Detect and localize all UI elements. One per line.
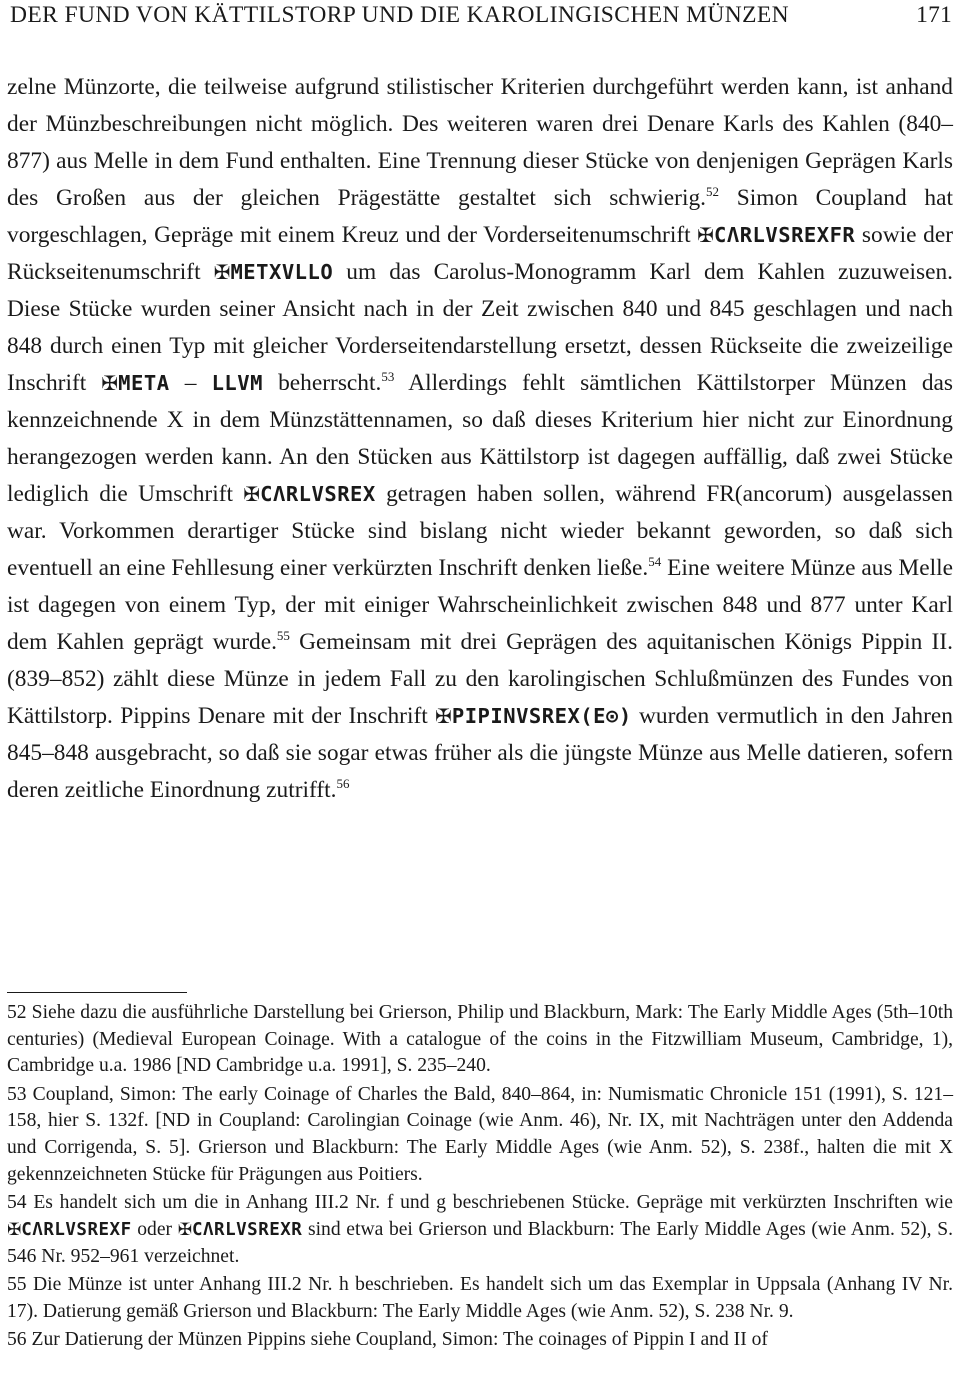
footnotes [7,1000,953,1355]
cross-symbol: ✠ [435,704,452,728]
text-segment: 54 Es handelt sich um die in Anhang III.2 Nr. f und g beschriebenen Stücke. Gepräge mit verkürzten Inschriften wie [7,1192,953,1214]
cross-symbol: ✠ [243,482,261,506]
cross-symbol: ✠ [7,1219,22,1240]
text-segment: sind etwa bei Grierson und Blackburn: The Early Middle Ages (wie Anm. 52), S. 546 Nr. 952–961 verzeichnet. [7,1218,953,1267]
coin-inscription: META [118,371,170,395]
footnote-ref-52: 52 [706,184,719,199]
cross-symbol: ✠ [177,1219,192,1240]
cross-symbol: ✠ [101,371,119,395]
running-head [10,2,952,32]
cross-symbol: ✠ [697,223,715,247]
text-segment: um das Carolus-Monogramm Karl dem Kahlen zuzuweisen. Diese Stücke wurden seiner Ansicht nach in der Zeit zwischen 840 und 845 geschlagen und nach 848 durch einen Typ mit gleicher Vorderseitendarstellung ersetzt, dessen Rückseite die zweizeilige Inschrift [7,259,953,396]
footnote-ref-54: 54 [648,554,662,569]
text-segment: sowie der Rückseitenumschrift [7,222,953,285]
running-head-title: DER FUND VON KÄTTILSTORP UND DIE KAROLINGISCHEN MÜNZEN [10,2,790,28]
text-segment: getragen haben sollen, während FR(ancorum) ausgelassen war. Vorkommen derartiger Stücke sind bislang nicht wieder bekannt geworden, so daß sich eventuell an eine Fehllesung einer verkürzten Inschrift denken ließe. [7,481,953,581]
footnote-53: 53 Coupland, Simon: The early Coinage of Charles the Bald, 840–864, in: Numismatic Chronicle 151 (1991), S. 121–158, hier S. 132f. [ND in Coupland: Carolingian Coinage (wie Anm. 46), Nr. IX, mit Nachträgen unter den Addenda und Corrigenda, S. 5]. Grierson und Blackburn: The Early Middle Ages (wie Anm. 52), S. 238f., halten die mit X gekennzeichneten Stücke für Prägungen aus Poitiers. [7,1083,953,1185]
text-segment: Simon Coupland hat vorgeschlagen, Gepräge mit einem Kreuz und der Vorderseitenumschrift [7,185,954,248]
coin-inscription: CΛRLVSREX [260,482,376,506]
coin-inscription: LLVM [211,371,263,395]
footnote-52: 52 Siehe dazu die ausführliche Darstellung bei Grierson, Philip und Blackburn, Mark: The Early Middle Ages (5th–10th centuries) (Medieval European Coinage. With a catalogue of the coins in the Fitzwilliam Museum, Cambridge, 1), Cambridge u.a. 1986 [ND Cambridge u.a. 1991], S. 235–240. [7,1002,953,1077]
text-segment: wurden vermutlich in den Jahren 845–848 ausgebracht, so daß sie sogar etwas früher als die jüngste Münze aus Melle datieren, sofern deren zeitliche Einordnung zutrifft. [7,703,953,803]
paragraph [7,69,953,809]
text-segment: Allerdings fehlt sämtlichen Kättilstorper Münzen das kennzeichnende X in dem Münzstättennamen, so daß dieses Kriterium hier nicht zur Einordnung herangezogen werden kann. An den Stücken aus Kättilstorp ist dagegen auffällig, daß zwei Stücke lediglich die Umschrift [7,370,953,507]
text-segment: Gemeinsam mit drei Geprägen des aquitanischen Königs Pippin II. (839–852) zählt diese Münze in jedem Fall zu den karolingischen Schlußmünzen des Fundes von Kättilstorp. Pippins Denare mit der Inschrift [7,629,953,729]
footnote-ref-53: 53 [381,369,395,384]
text-segment: Eine weitere Münze aus Melle ist dagegen von einem Typ, der mit einiger Wahrscheinlichkeit zwischen 848 und 877 unter Karl dem Kahlen geprägt wurde. [7,555,953,655]
page-number: 171 [916,2,952,28]
footnote-ref-56: 56 [336,776,350,791]
footnote-56: 56 Zur Datierung der Münzen Pippins siehe Coupland, Simon: The coinages of Pippin I and II of [7,1328,768,1350]
main-text [7,69,953,809]
text-segment: zelne Münzorte, die teilweise aufgrund stilistischer Kriterien durchgeführt werden kann, ist anhand der Münzbeschreibungen nicht möglich. Des weiteren waren drei Denare Karls des Kahlen (840–877) aus Melle in dem Fund enthalten. Eine Trennung dieser Stücke von denjenigen Geprägen Karls des Großen aus der gleichen Prägestätte gestaltet sich schwierig. [7,74,953,211]
coin-inscription: CΛRLVSREXF [21,1219,132,1240]
footnote-54 [7,1190,953,1270]
text-segment: beherrscht. [262,370,382,396]
coin-inscription: PIPINVSREX(E⊙) [451,704,632,728]
footnote-separator [7,992,187,993]
coin-inscription: METXVLLO [230,260,334,284]
coin-inscription: CΛRLVSREXFR [714,223,856,247]
text-segment: oder [131,1218,178,1240]
coin-inscription: CΛRLVSREXR [191,1219,303,1240]
footnote-ref-55: 55 [276,628,290,643]
cross-symbol: ✠ [213,260,231,284]
text-segment: – [169,370,212,396]
footnote-55: 55 Die Münze ist unter Anhang III.2 Nr. h beschrieben. Es handelt sich um das Exemplar in Uppsala (Anhang IV Nr. 17). Datierung gemäß Grierson und Blackburn: The Early Middle Ages (wie Anm. 52), S. 238 Nr. 9. [7,1273,953,1322]
